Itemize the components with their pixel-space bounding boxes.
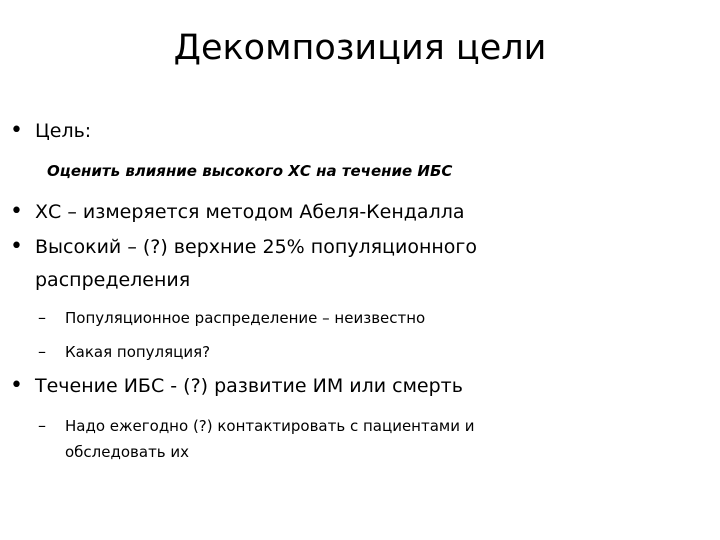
subitem-distribution-text: Популяционное распределение – неизвестно — [65, 309, 426, 327]
dash-icon: – — [38, 342, 46, 361]
bullet-goal-text: Цель: — [35, 120, 92, 142]
bullet-measurement-text: ХС – измеряется методом Абеля-Кендалла — [35, 201, 465, 223]
dash-icon: – — [38, 308, 46, 327]
bullet-dot-icon: • — [10, 118, 23, 143]
goal-statement-text: Оценить влияние высокого ХС на течение ИБС — [47, 162, 453, 180]
subitem-contact-text-line2: обследовать их — [65, 443, 190, 461]
subitem-contact-text-line1: Надо ежегодно (?) контактировать с пациентами и — [65, 417, 475, 435]
bullet-dot-icon: • — [10, 373, 23, 398]
bullet-dot-icon: • — [10, 234, 23, 259]
bullet-course-text: Течение ИБС - (?) развитие ИМ или смерть — [35, 375, 463, 397]
bullet-high-text-line1: Высокий – (?) верхние 25% популяционного — [35, 236, 478, 258]
bullet-high-text-line2: распределения — [35, 269, 191, 291]
dash-icon: – — [38, 416, 46, 435]
subitem-population-text: Какая популяция? — [65, 343, 211, 361]
slide-title: Декомпозиция цели — [173, 28, 547, 68]
bullet-dot-icon: • — [10, 199, 23, 224]
